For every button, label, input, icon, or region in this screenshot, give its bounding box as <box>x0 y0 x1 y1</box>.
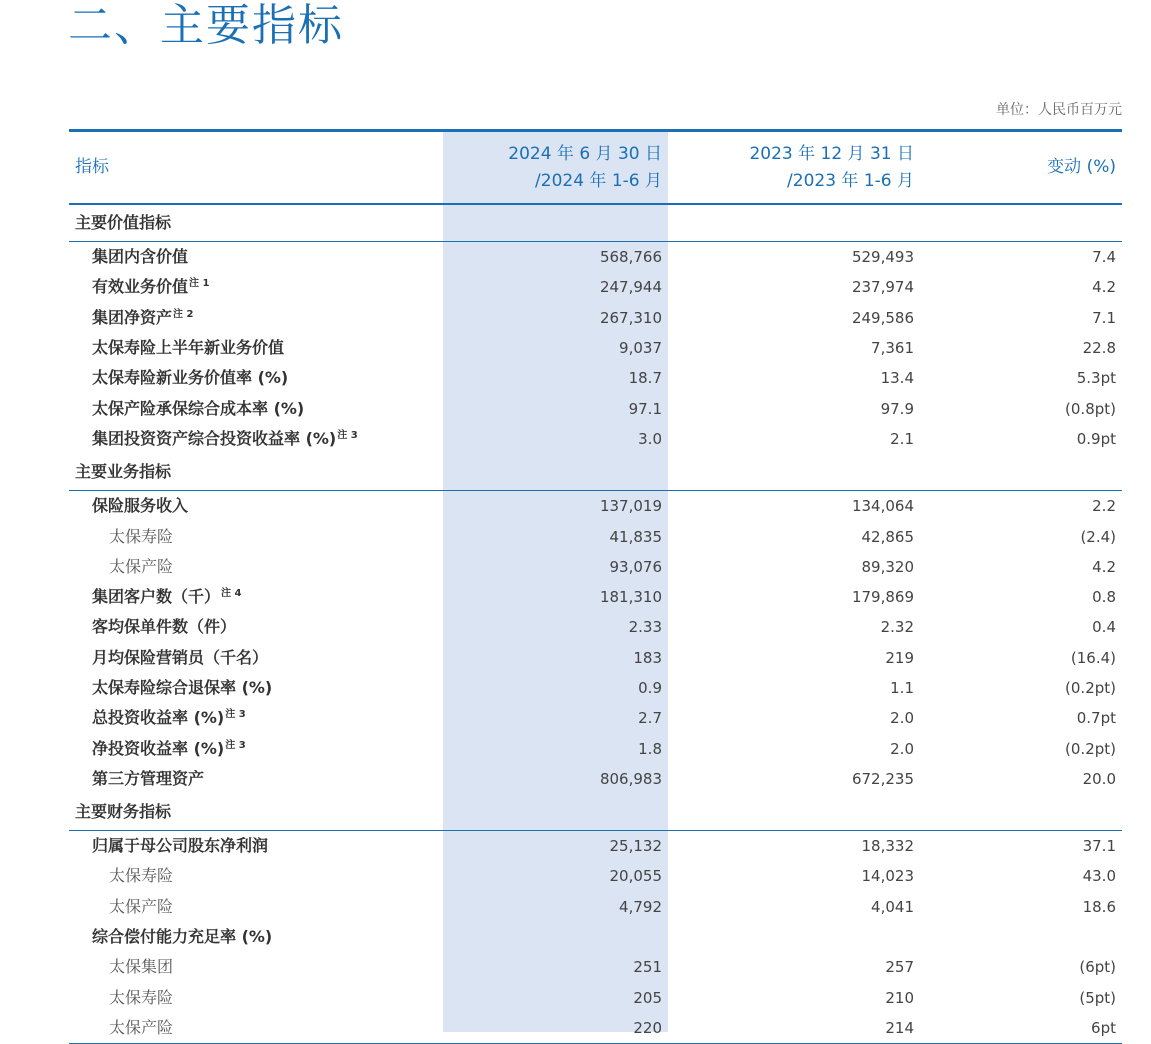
value-2023: 249,586 <box>851 308 914 327</box>
section-title: 主要价值指标 <box>75 213 172 232</box>
row-label-text: 太保寿险新业务价值率 (%) <box>92 368 289 388</box>
row-label-text: 保险服务收入 <box>92 496 189 516</box>
row-label-text: 集团客户数（千） <box>92 587 221 607</box>
value-2023: 97.9 <box>880 399 914 418</box>
value-2023: 257 <box>885 958 914 977</box>
value-2023: 2.0 <box>890 739 914 758</box>
value-change: (2.4) <box>1080 527 1116 546</box>
row-label-text: 综合偿付能力充足率 (%) <box>92 927 273 947</box>
row-label-text: 净投资收益率 (%) <box>92 738 225 758</box>
row-label <box>69 703 443 733</box>
row-label <box>69 393 443 423</box>
value-change: 7.4 <box>920 242 1122 273</box>
row-label <box>69 1013 443 1044</box>
table-body <box>69 204 1122 1044</box>
footnote-marker: 注 3 <box>337 429 358 441</box>
row-label-text: 太保产险 <box>109 556 174 576</box>
table-row <box>69 733 1122 763</box>
value-change: 4.2 <box>1092 278 1116 297</box>
section-header-row <box>69 454 1122 491</box>
value-2024: 183 <box>633 648 662 667</box>
empty-cell <box>668 454 920 491</box>
row-label-text: 集团投资资产综合投资收益率 (%) <box>92 428 337 448</box>
value-change: 5.3pt <box>1076 369 1116 388</box>
header-indicator: 指标 <box>69 131 443 205</box>
value-2024: 220 <box>633 1018 662 1037</box>
table-row <box>69 552 1122 582</box>
row-label-text: 第三方管理资产 <box>92 768 205 788</box>
row-label <box>69 363 443 393</box>
value-change: 22.8 <box>1082 339 1116 358</box>
table-row <box>69 363 1122 393</box>
value-change: (0.8pt) <box>1065 399 1116 418</box>
empty-cell <box>920 454 1122 491</box>
value-2024: 1.8 <box>638 739 662 758</box>
row-label-text: 太保产险承保综合成本率 (%) <box>92 398 305 418</box>
value-change: 37.1 <box>920 831 1122 862</box>
row-label <box>69 643 443 673</box>
value-2024: 20,055 <box>609 867 662 886</box>
value-2023: 210 <box>885 988 914 1007</box>
row-label <box>69 831 443 862</box>
row-label <box>69 552 443 582</box>
value-2024: 41,835 <box>609 527 662 546</box>
value-change: 20.0 <box>1082 769 1116 788</box>
section-header-row <box>69 204 1122 242</box>
value-2024: 247,944 <box>599 278 662 297</box>
footnote-marker: 注 2 <box>173 308 194 320</box>
table-row <box>69 333 1122 363</box>
value-2024: 568,766 <box>443 242 668 273</box>
row-label-text: 客均保单件数（件） <box>92 617 237 637</box>
row-label <box>69 242 443 273</box>
value-2024: 2.7 <box>638 709 662 728</box>
row-label-text: 太保寿险 <box>109 526 174 546</box>
row-label <box>69 612 443 642</box>
value-change: (16.4) <box>1070 648 1116 667</box>
row-label-text: 月均保险营销员（千名） <box>92 647 269 667</box>
empty-cell <box>920 794 1122 831</box>
row-label <box>69 952 443 982</box>
table-row <box>69 393 1122 423</box>
value-2023: 237,974 <box>851 278 914 297</box>
value-2023: 2.32 <box>880 618 914 637</box>
value-2023: 7,361 <box>871 339 914 358</box>
value-change: 4.2 <box>1092 557 1116 576</box>
header-2024-line1: 2024 年 6 月 30 日 <box>508 143 662 164</box>
header-2023-line1: 2023 年 12 月 31 日 <box>749 143 914 164</box>
value-2024: 18.7 <box>628 369 662 388</box>
value-2023: 2.1 <box>890 429 914 448</box>
table-row <box>69 582 1122 612</box>
row-label <box>69 272 443 302</box>
indicators-table-wrap <box>69 129 1122 1044</box>
row-label <box>69 582 443 612</box>
row-label <box>69 861 443 891</box>
value-2024 <box>443 922 668 952</box>
table-row <box>69 673 1122 703</box>
row-label <box>69 983 443 1013</box>
value-2023: 529,493 <box>668 242 920 273</box>
value-2024: 25,132 <box>443 831 668 862</box>
value-2024: 267,310 <box>599 308 662 327</box>
row-label-text: 太保寿险上半年新业务价值 <box>92 338 285 358</box>
value-change <box>920 922 1122 952</box>
header-2024 <box>443 131 668 205</box>
table-row <box>69 983 1122 1013</box>
footnote-marker: 注 1 <box>189 278 210 290</box>
row-label-text: 太保产险 <box>109 1017 174 1037</box>
row-label-text: 太保寿险 <box>109 987 174 1007</box>
value-2023: 89,320 <box>861 557 914 576</box>
header-2024-line2: /2024 年 1-6 月 <box>535 170 662 191</box>
row-label-text: 太保产险 <box>109 896 174 916</box>
value-2023 <box>668 922 920 952</box>
table-row <box>69 521 1122 551</box>
row-label <box>69 424 443 454</box>
value-2024: 205 <box>633 988 662 1007</box>
indicators-table <box>69 129 1122 1044</box>
table-row <box>69 242 1122 273</box>
value-2023: 13.4 <box>880 369 914 388</box>
footnote-marker: 注 4 <box>221 588 242 600</box>
value-2024: 137,019 <box>443 491 668 522</box>
value-change: 43.0 <box>1082 867 1116 886</box>
table-row <box>69 831 1122 862</box>
value-change: (5pt) <box>1079 988 1116 1007</box>
row-label-text: 集团净资产 <box>92 307 173 327</box>
table-row <box>69 922 1122 952</box>
row-label-text: 有效业务价值 <box>92 277 189 297</box>
value-2024: 0.9 <box>638 679 662 697</box>
value-2023: 214 <box>885 1018 914 1037</box>
value-2023: 134,064 <box>668 491 920 522</box>
value-2024: 9,037 <box>619 339 662 358</box>
value-2024: 181,310 <box>599 588 662 607</box>
value-2024: 806,983 <box>599 769 662 788</box>
section-header-row <box>69 794 1122 831</box>
table-row <box>69 892 1122 922</box>
row-label-text: 归属于母公司股东净利润 <box>92 836 269 856</box>
value-2024: 3.0 <box>638 429 662 448</box>
value-change: 0.8 <box>1092 588 1116 607</box>
value-change: 2.2 <box>920 491 1122 522</box>
value-2023: 4,041 <box>871 897 914 916</box>
value-change: (0.2pt) <box>1065 739 1116 758</box>
header-change: 变动 (%) <box>920 131 1122 205</box>
value-2023: 2.0 <box>890 709 914 728</box>
row-label-text: 集团内含价值 <box>92 247 189 267</box>
row-label <box>69 892 443 922</box>
row-label <box>69 303 443 333</box>
value-2023: 179,869 <box>851 588 914 607</box>
table-row <box>69 643 1122 673</box>
value-2023: 672,235 <box>851 769 914 788</box>
value-2024: 97.1 <box>628 399 662 418</box>
row-label <box>69 764 443 794</box>
value-2024: 93,076 <box>609 557 662 576</box>
table-row <box>69 612 1122 642</box>
row-label <box>69 491 443 522</box>
value-change: 0.7pt <box>1076 709 1116 728</box>
row-label <box>69 922 443 952</box>
empty-cell <box>443 204 668 242</box>
value-change: 7.1 <box>1092 308 1116 327</box>
value-2023: 18,332 <box>668 831 920 862</box>
footnote-marker: 注 3 <box>225 739 246 751</box>
row-label <box>69 733 443 763</box>
section-title: 主要财务指标 <box>75 802 172 822</box>
unit-note: 单位：人民币百万元 <box>996 102 1122 118</box>
row-label <box>69 673 443 703</box>
table-row <box>69 1013 1122 1044</box>
header-2023 <box>668 131 920 205</box>
value-2024: 251 <box>633 958 662 977</box>
empty-cell <box>443 454 668 491</box>
empty-cell <box>920 204 1122 242</box>
value-change: 0.9pt <box>1076 429 1116 448</box>
value-change: 18.6 <box>1082 897 1116 916</box>
table-row <box>69 703 1122 733</box>
empty-cell <box>668 204 920 242</box>
row-label-text: 太保集团 <box>109 957 174 977</box>
row-label-text: 太保寿险 <box>109 866 174 886</box>
value-2023: 1.1 <box>890 679 914 697</box>
value-2023: 219 <box>885 648 914 667</box>
table-row <box>69 491 1122 522</box>
table-row <box>69 861 1122 891</box>
empty-cell <box>668 794 920 831</box>
row-label-text: 总投资收益率 (%) <box>92 708 225 728</box>
row-label-text: 太保寿险综合退保率 (%) <box>92 678 273 697</box>
value-2023: 42,865 <box>861 527 914 546</box>
value-change: (6pt) <box>1079 958 1116 977</box>
value-change: (0.2pt) <box>1065 679 1116 697</box>
value-change: 0.4 <box>1092 618 1116 637</box>
table-row <box>69 424 1122 454</box>
table-header-row <box>69 131 1122 205</box>
row-label <box>69 333 443 363</box>
page-title: 二、主要指标 <box>68 0 344 51</box>
table-row <box>69 952 1122 982</box>
value-2023: 14,023 <box>861 867 914 886</box>
row-label <box>69 521 443 551</box>
value-change: 6pt <box>1091 1018 1116 1037</box>
header-2023-line2: /2023 年 1-6 月 <box>787 170 914 191</box>
value-2024: 4,792 <box>619 897 662 916</box>
empty-cell <box>443 794 668 831</box>
table-row <box>69 272 1122 302</box>
value-2024: 2.33 <box>628 618 662 637</box>
table-row <box>69 303 1122 333</box>
footnote-marker: 注 3 <box>225 709 246 721</box>
table-row <box>69 764 1122 794</box>
section-title: 主要业务指标 <box>75 462 172 482</box>
